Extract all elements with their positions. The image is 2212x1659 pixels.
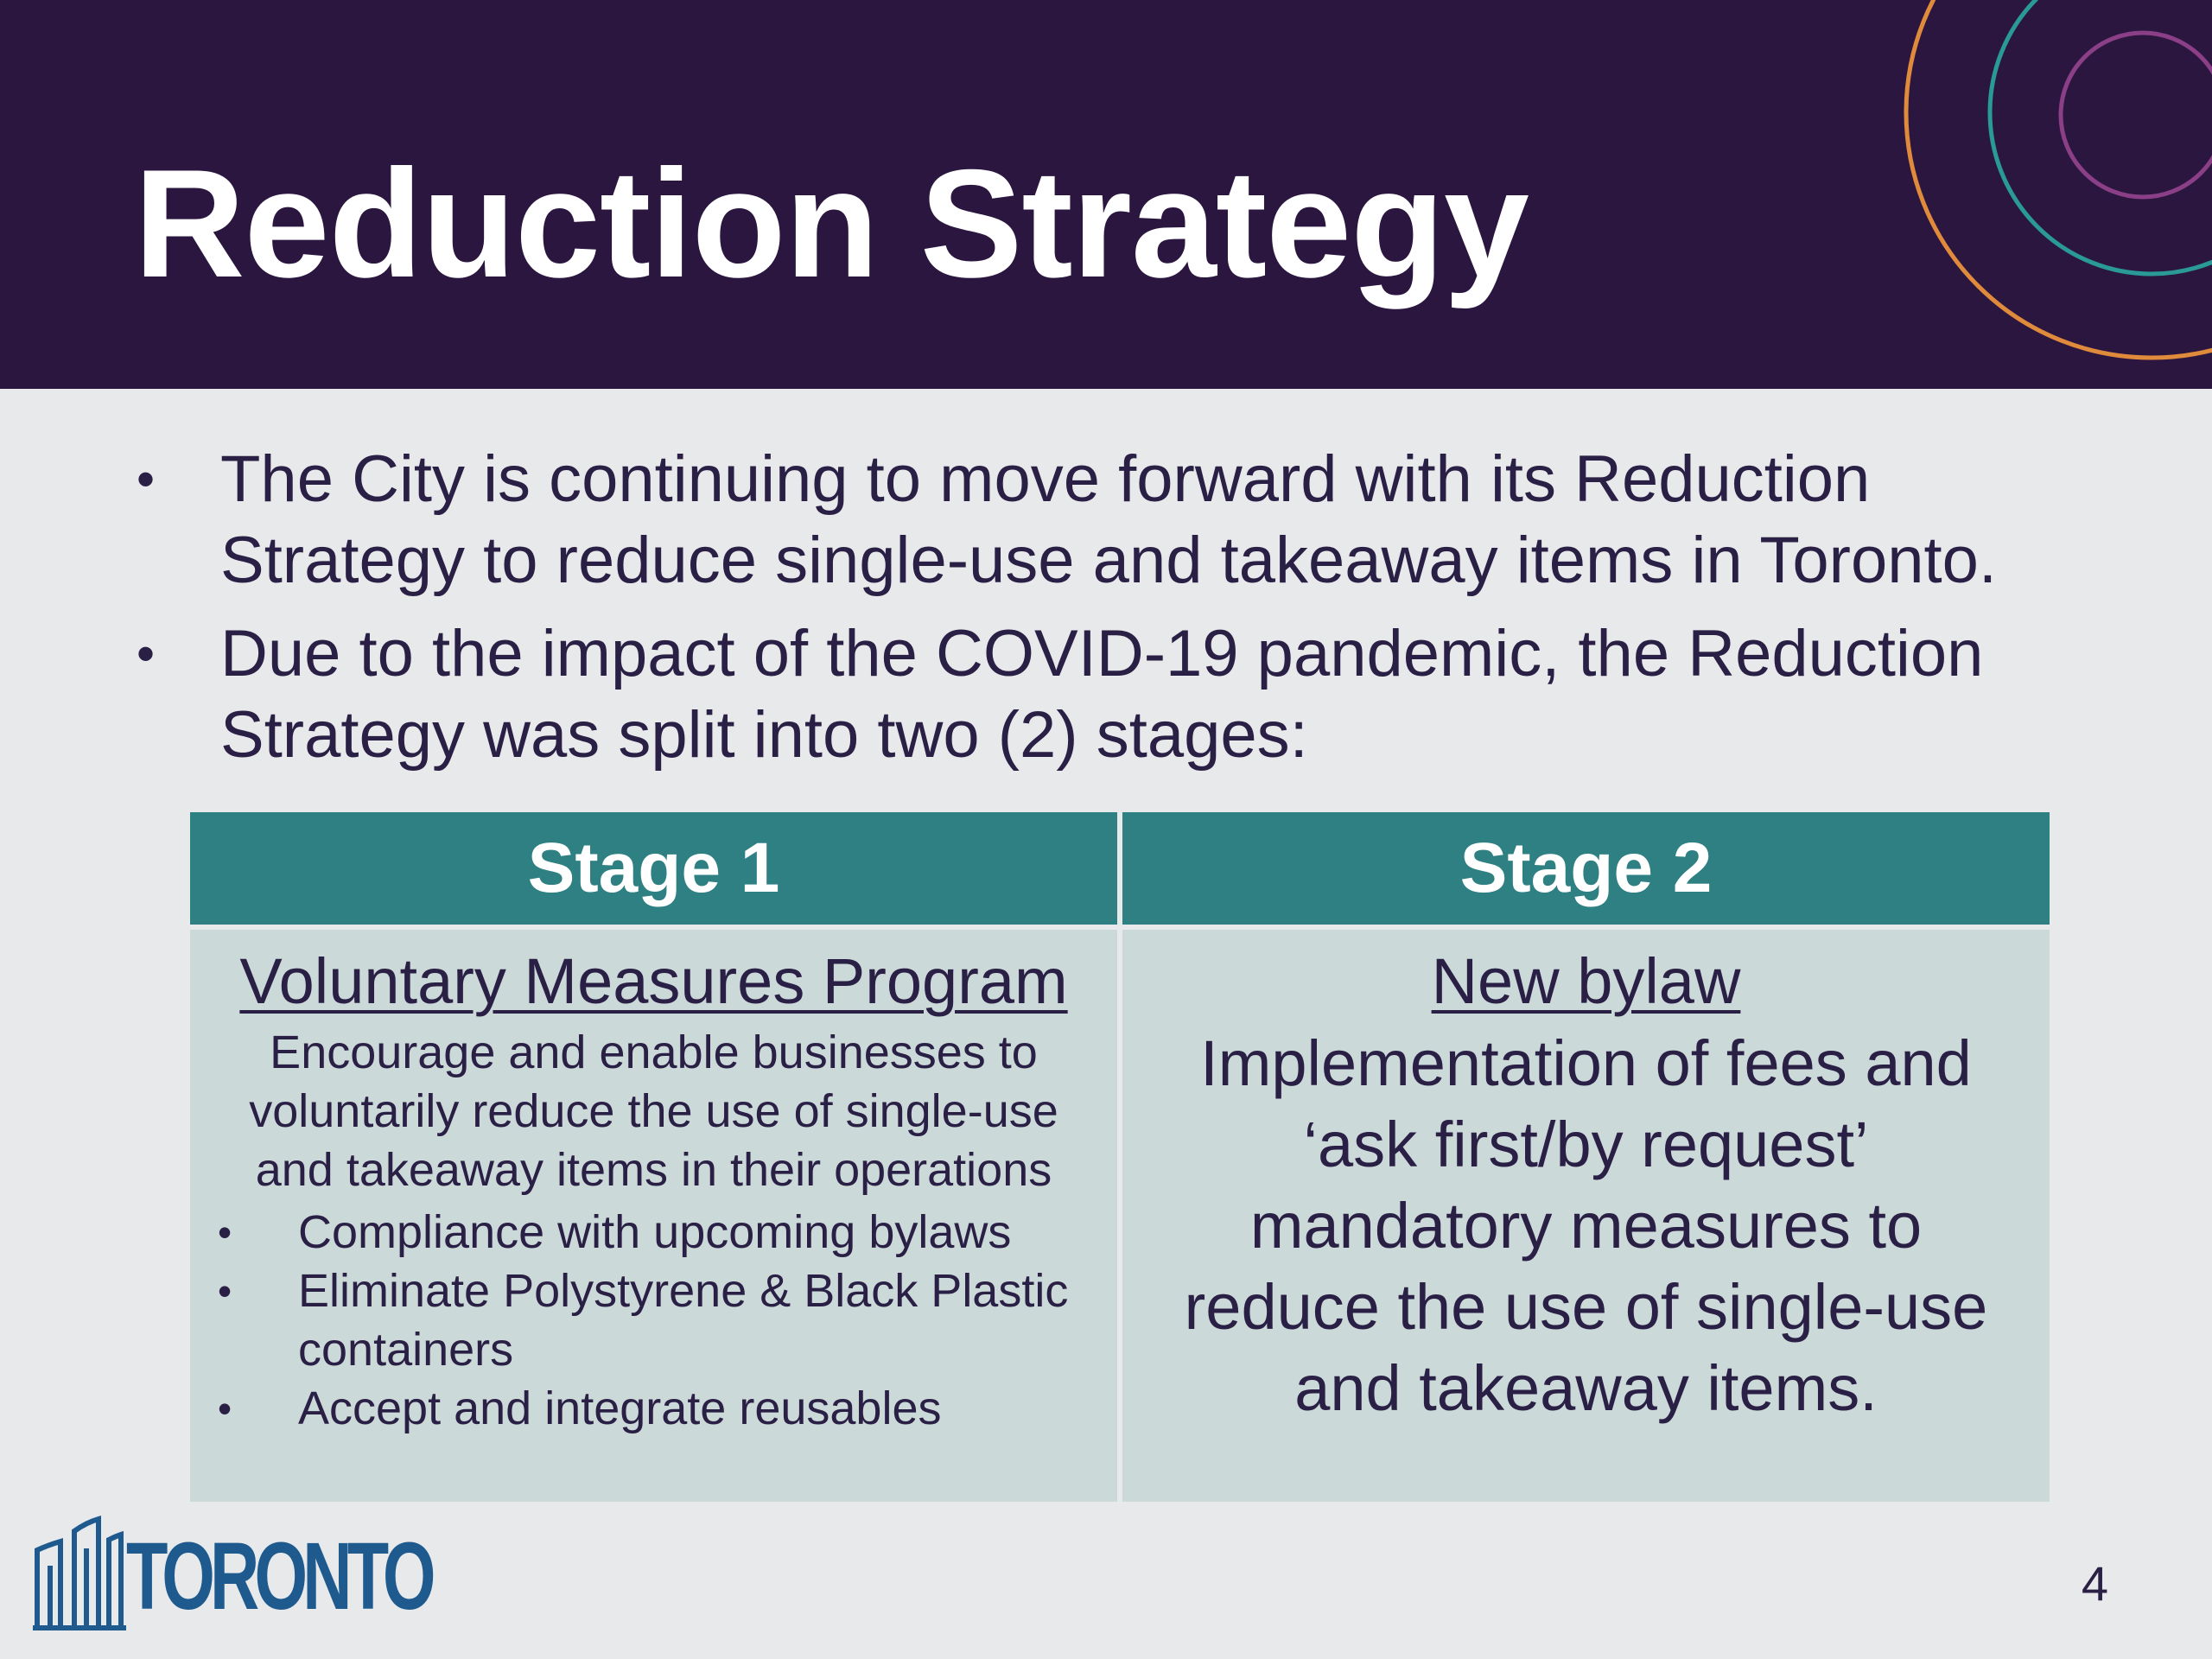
stage-1-description: Encourage and enable businesses to voluntarily reduce the use of single-use and takeaway items in their operations — [249, 1027, 1058, 1196]
title-banner — [0, 0, 2212, 389]
stage-1-cell — [190, 930, 1117, 1502]
list-item-text: Compliance with upcoming bylaws — [298, 1206, 1012, 1258]
list-item — [207, 1379, 1106, 1438]
bullet-marker: • — [137, 450, 156, 508]
bullet-marker: • — [218, 1268, 232, 1313]
bullet-marker: • — [218, 1386, 232, 1431]
stage-2-cell — [1122, 930, 2050, 1502]
bullet-item — [130, 613, 2117, 776]
stage-1-header: Stage 1 — [190, 812, 1117, 925]
toronto-wordmark: TORONTO — [126, 1523, 431, 1630]
bullet-item — [130, 439, 2117, 601]
purple-ring — [2061, 33, 2212, 197]
page-number: 4 — [2081, 1556, 2108, 1611]
stage-1-subtitle: Voluntary Measures Program — [239, 945, 1068, 1017]
slide-title: Reduction Strategy — [134, 137, 1529, 309]
orange-ring — [1906, 0, 2212, 358]
stage-2-description: Implementation of fees and ‘ask first/by request’ mandatory measures to reduce the use of single-use and takeaway items. — [1184, 1027, 1988, 1424]
stages-table — [190, 812, 2050, 1502]
stage-1-list — [207, 1203, 1106, 1438]
list-item — [207, 1203, 1106, 1262]
bullet-text: Due to the impact of the COVID-19 pandemic, the Reduction Strategy was split into two (2) stages: — [220, 617, 1984, 772]
list-item-text: Eliminate Polystyrene & Black Plastic containers — [298, 1265, 1069, 1376]
stage-2-header: Stage 2 — [1122, 812, 2050, 925]
bullet-text: The City is continuing to move forward with its Reduction Strategy to reduce single-use and takeaway items in Toronto. — [220, 442, 1997, 597]
bullet-marker: • — [137, 625, 156, 683]
toronto-logo — [33, 1514, 431, 1635]
intro-bullets — [130, 439, 2117, 788]
stage-2-subtitle: New bylaw — [1431, 945, 1741, 1017]
bullet-marker: • — [218, 1210, 232, 1255]
list-item-text: Accept and integrate reusables — [298, 1382, 942, 1434]
list-item — [207, 1262, 1106, 1379]
toronto-city-hall-icon — [33, 1514, 128, 1635]
